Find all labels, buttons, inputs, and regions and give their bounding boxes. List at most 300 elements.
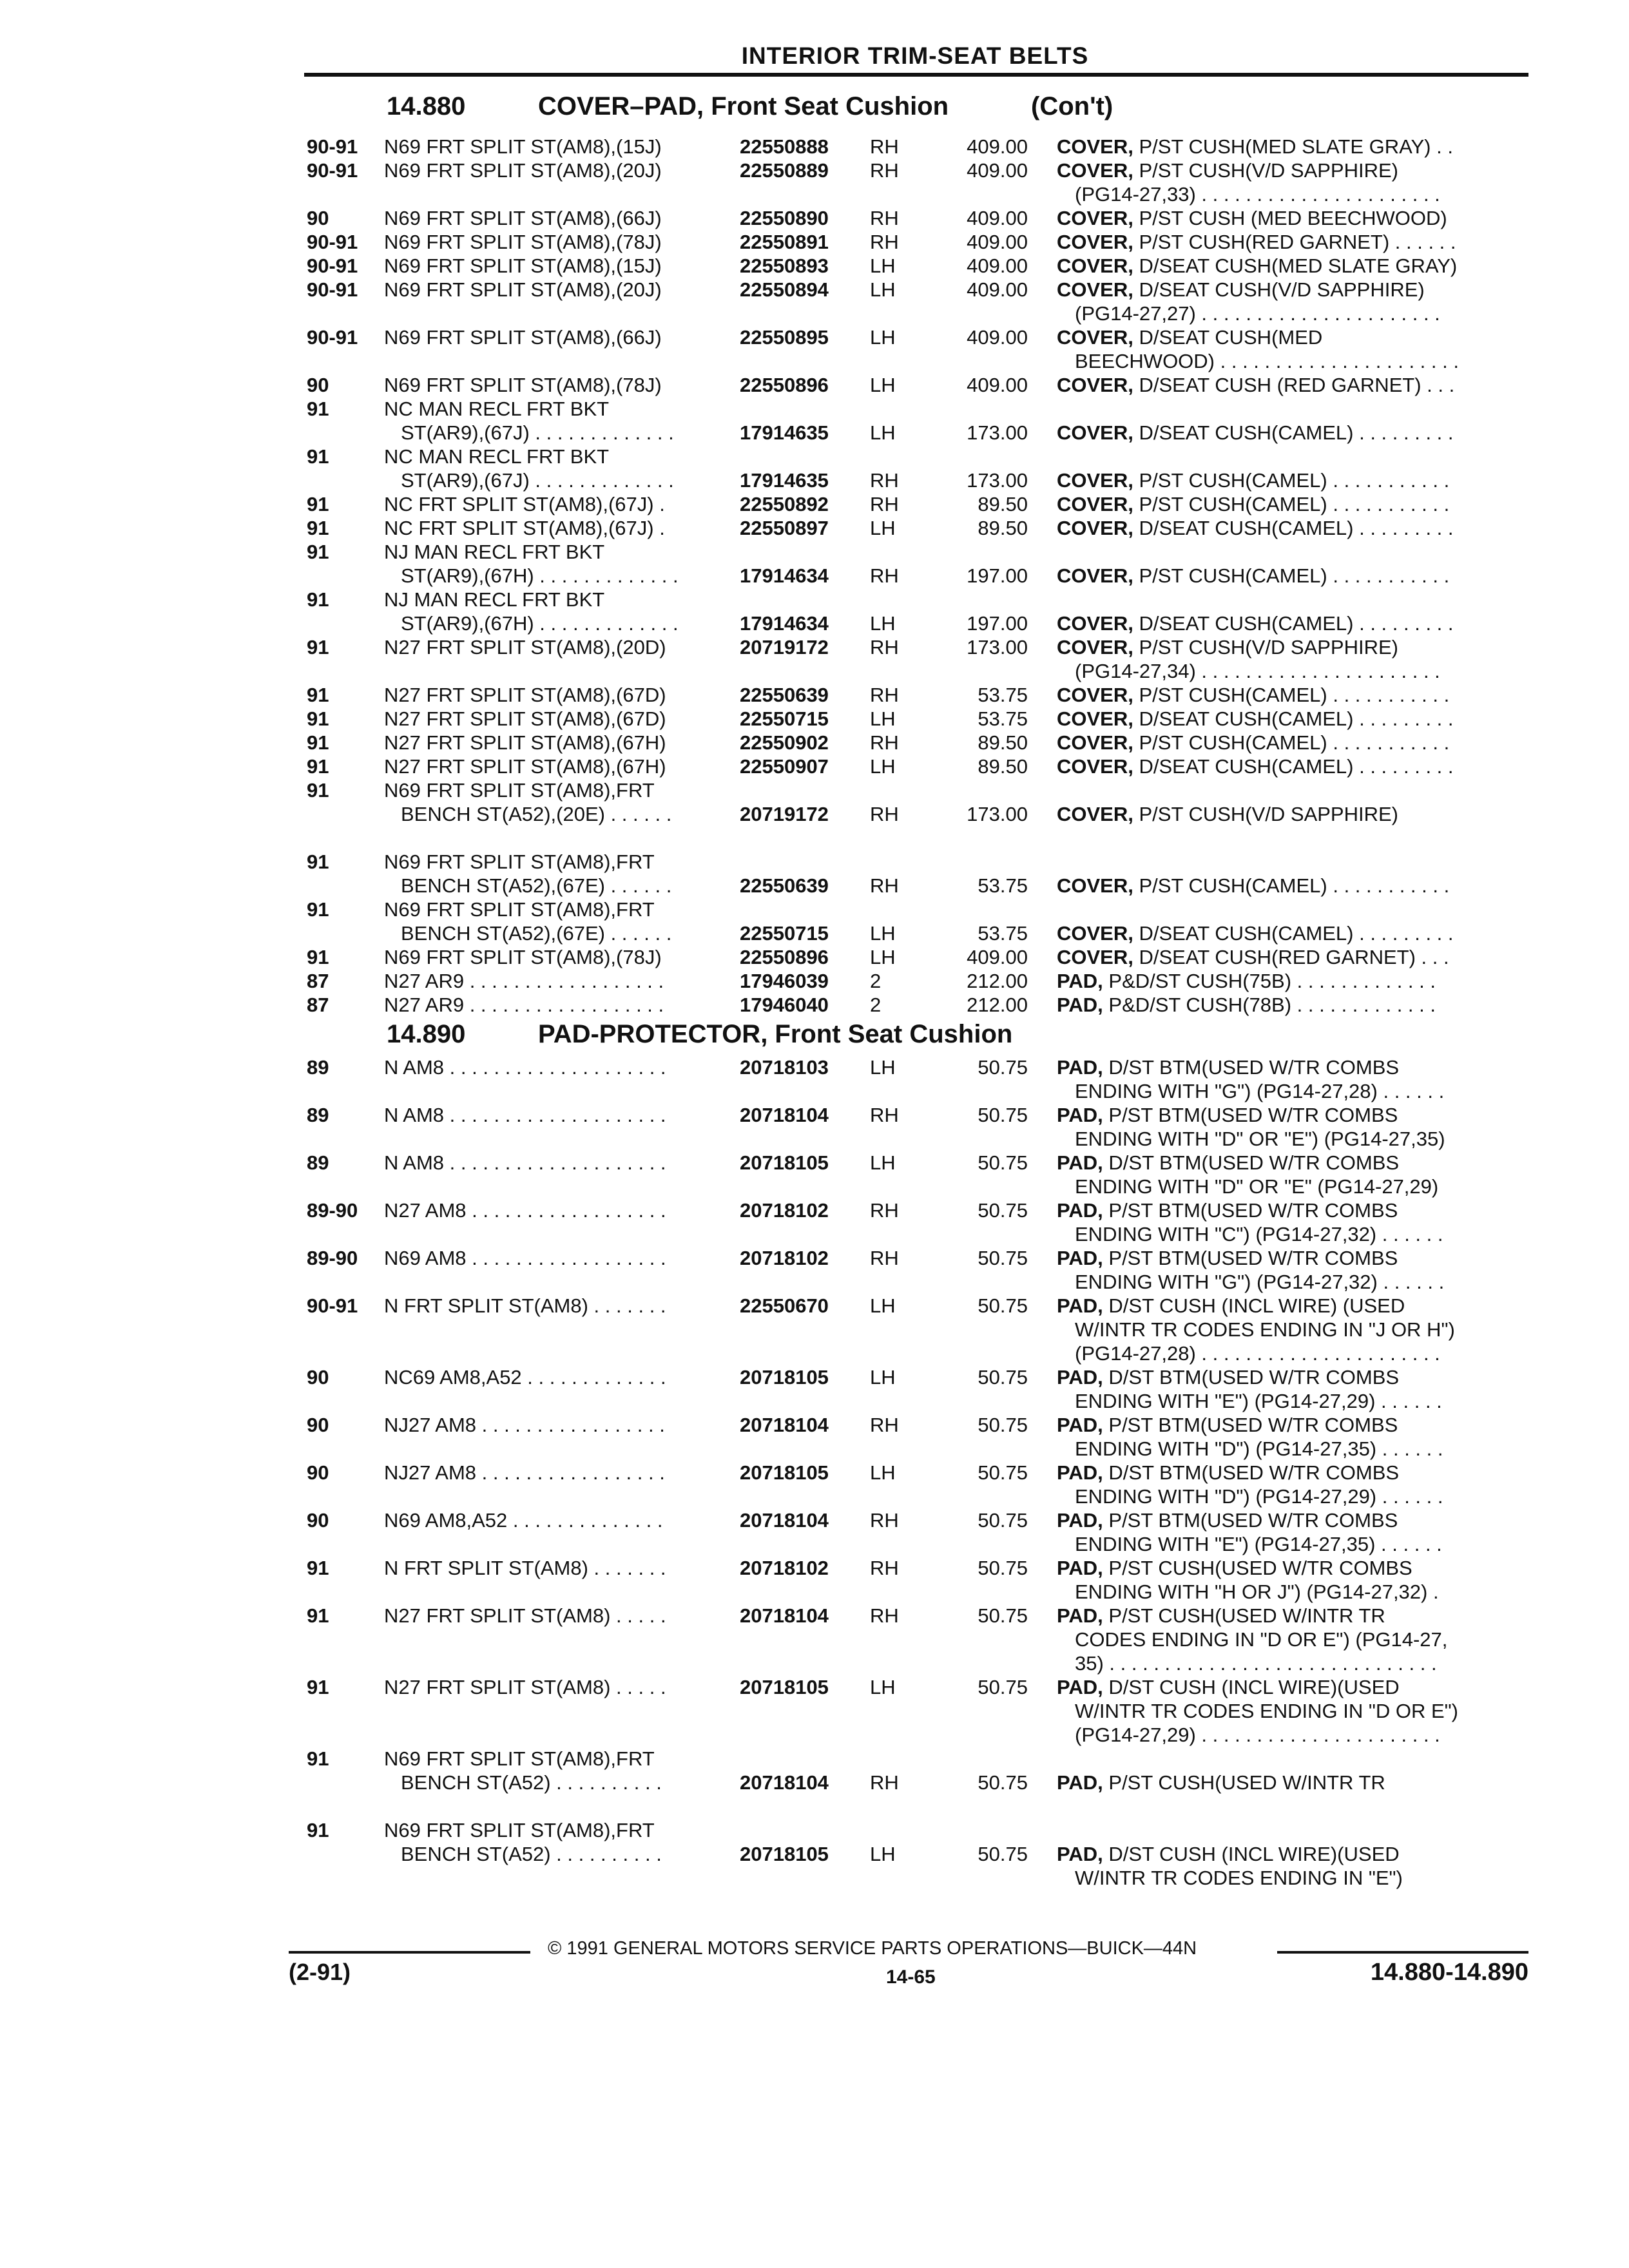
entry-line xyxy=(0,1175,1629,1198)
side-or-quantity: LH xyxy=(870,1366,896,1389)
part-note xyxy=(1075,1580,1524,1604)
part-note xyxy=(1057,468,1524,492)
note-text: D/SEAT CUSH(CAMEL) . . . . . . . . . xyxy=(1139,922,1454,945)
note-text: ENDING WITH "D" OR "E" (PG14-27,29) xyxy=(1075,1175,1439,1198)
note-type: COVER, xyxy=(1057,755,1133,778)
note-type: PAD, xyxy=(1057,1509,1103,1532)
usage-description: N27 AR9 . . . . . . . . . . . . . . . . . . xyxy=(384,994,664,1016)
entry-line xyxy=(0,254,1629,278)
part-note xyxy=(1057,1413,1524,1437)
usage-description: N AM8 . . . . . . . . . . . . . . . . . . . . xyxy=(384,1056,666,1079)
note-text: P/ST BTM(USED W/TR COMBS xyxy=(1108,1199,1398,1222)
parts-entry xyxy=(0,230,1629,254)
note-type: PAD, xyxy=(1057,1771,1103,1794)
part-note xyxy=(1075,1079,1524,1103)
part-note xyxy=(1057,1842,1524,1866)
model-year: 91 xyxy=(307,493,329,515)
price: 50.75 xyxy=(978,1604,1028,1627)
side-or-quantity: LH xyxy=(870,1056,896,1079)
parts-entry xyxy=(0,945,1629,969)
part-number: 22550639 xyxy=(740,874,829,897)
parts-entry xyxy=(0,1556,1629,1604)
section-number: 14.880 xyxy=(387,92,466,120)
entry-line xyxy=(0,349,1629,373)
note-type: PAD, xyxy=(1057,1104,1103,1126)
part-number: 22550890 xyxy=(740,207,829,229)
note-text: P/ST CUSH(USED W/INTR TR xyxy=(1108,1771,1385,1794)
side-or-quantity: RH xyxy=(870,1604,899,1627)
entry-line xyxy=(0,1747,1629,1771)
note-type: PAD, xyxy=(1057,1294,1103,1317)
side-or-quantity: LH xyxy=(870,517,896,539)
header-rule xyxy=(304,73,1528,77)
entry-line xyxy=(0,445,1629,468)
part-note xyxy=(1057,159,1524,182)
parts-entry xyxy=(0,516,1629,540)
parts-entry xyxy=(0,707,1629,731)
note-type: COVER, xyxy=(1057,255,1133,277)
part-number: 17914635 xyxy=(740,421,829,444)
entry-line xyxy=(0,325,1629,349)
parts-entry xyxy=(0,1198,1629,1246)
section-continued: (Con't) xyxy=(1031,92,1113,120)
note-text: D/SEAT CUSH(V/D SAPPHIRE) xyxy=(1139,278,1425,301)
entry-line xyxy=(0,1079,1629,1103)
price: 197.00 xyxy=(967,612,1028,635)
side-or-quantity: LH xyxy=(870,326,896,349)
note-text: P/ST CUSH(CAMEL) . . . . . . . . . . . xyxy=(1139,684,1450,706)
price: 212.00 xyxy=(967,994,1028,1016)
entry-line xyxy=(0,159,1629,182)
entry-line xyxy=(0,373,1629,397)
parts-entry xyxy=(0,1461,1629,1508)
price: 50.75 xyxy=(978,1366,1028,1389)
part-note xyxy=(1057,1151,1524,1175)
part-note xyxy=(1075,349,1524,373)
parts-entry xyxy=(0,731,1629,754)
note-text: W/INTR TR CODES ENDING IN "E") xyxy=(1075,1867,1403,1889)
price: 409.00 xyxy=(967,326,1028,349)
model-year: 91 xyxy=(307,1557,329,1579)
price: 53.75 xyxy=(978,684,1028,706)
entry-line xyxy=(0,1413,1629,1437)
entry-line xyxy=(0,1437,1629,1461)
usage-description: N69 FRT SPLIT ST(AM8),(15J) xyxy=(384,255,662,277)
price: 89.50 xyxy=(978,755,1028,778)
part-note xyxy=(1075,1437,1524,1461)
entry-line xyxy=(0,1389,1629,1413)
note-type: COVER, xyxy=(1057,684,1133,706)
note-type: PAD, xyxy=(1057,1056,1103,1079)
footer-rule-right xyxy=(1277,1951,1528,1954)
entry-line xyxy=(0,1151,1629,1175)
model-year: 89-90 xyxy=(307,1199,358,1222)
entry-line xyxy=(0,1580,1629,1604)
part-note xyxy=(1075,1532,1524,1556)
side-or-quantity: RH xyxy=(870,874,899,897)
entry-line xyxy=(0,516,1629,540)
note-type: PAD, xyxy=(1057,1461,1103,1484)
part-number: 22550715 xyxy=(740,707,829,730)
part-number: 20718102 xyxy=(740,1247,829,1269)
entry-line xyxy=(0,1341,1629,1365)
side-or-quantity: RH xyxy=(870,231,899,253)
price: 173.00 xyxy=(967,421,1028,444)
model-year: 90 xyxy=(307,1366,329,1389)
part-note xyxy=(1075,1341,1524,1365)
entry-line xyxy=(0,468,1629,492)
note-type: COVER, xyxy=(1057,374,1133,396)
model-year: 90 xyxy=(307,1509,329,1532)
model-year: 91 xyxy=(307,684,329,706)
usage-description: BENCH ST(A52) . . . . . . . . . . xyxy=(401,1843,662,1865)
footer-date: (2-91) xyxy=(289,1959,351,1985)
note-text: P/ST CUSH(CAMEL) . . . . . . . . . . . xyxy=(1139,874,1450,897)
parts-entry xyxy=(0,445,1629,492)
note-text: ENDING WITH "G") (PG14-27,32) . . . . . . xyxy=(1075,1271,1445,1293)
note-text: P/ST BTM(USED W/TR COMBS xyxy=(1108,1509,1398,1532)
model-year: 90 xyxy=(307,1461,329,1484)
entry-line xyxy=(0,1842,1629,1866)
entry-line xyxy=(0,1556,1629,1580)
entry-line xyxy=(0,945,1629,969)
usage-description: N FRT SPLIT ST(AM8) . . . . . . . xyxy=(384,1294,666,1317)
note-text: P&D/ST CUSH(75B) . . . . . . . . . . . . . xyxy=(1108,970,1436,992)
side-or-quantity: LH xyxy=(870,1151,896,1174)
note-type: COVER, xyxy=(1057,207,1133,229)
entry-line xyxy=(0,611,1629,635)
footer-section-range: 14.880-14.890 xyxy=(1370,1959,1528,1986)
section-title: COVER–PAD, Front Seat Cushion xyxy=(538,92,949,120)
side-or-quantity: RH xyxy=(870,1414,899,1436)
note-text: D/SEAT CUSH(MED xyxy=(1139,326,1323,349)
usage-description: NJ MAN RECL FRT BKT xyxy=(384,541,605,563)
price: 89.50 xyxy=(978,517,1028,539)
price: 89.50 xyxy=(978,731,1028,754)
parts-entry xyxy=(0,325,1629,373)
part-note xyxy=(1075,659,1524,683)
note-type: PAD, xyxy=(1057,970,1103,992)
part-note xyxy=(1057,325,1524,349)
model-year: 91 xyxy=(307,707,329,730)
price: 409.00 xyxy=(967,207,1028,229)
note-type: PAD, xyxy=(1057,1414,1103,1436)
entry-line xyxy=(0,1818,1629,1842)
part-number: 22550894 xyxy=(740,278,829,301)
side-or-quantity: RH xyxy=(870,469,899,492)
model-year: 91 xyxy=(307,1604,329,1627)
part-note xyxy=(1057,135,1524,159)
usage-description: N AM8 . . . . . . . . . . . . . . . . . . . . xyxy=(384,1151,666,1174)
model-year: 91 xyxy=(307,898,329,921)
entry-line xyxy=(0,1866,1629,1890)
price: 50.75 xyxy=(978,1557,1028,1579)
note-type: COVER, xyxy=(1057,135,1133,158)
part-note xyxy=(1075,302,1524,325)
note-type: COVER, xyxy=(1057,612,1133,635)
part-number: 22550892 xyxy=(740,493,829,515)
part-note xyxy=(1075,1270,1524,1294)
model-year: 87 xyxy=(307,994,329,1016)
side-or-quantity: 2 xyxy=(870,994,882,1016)
part-note xyxy=(1057,1055,1524,1079)
note-text: P/ST CUSH(USED W/INTR TR xyxy=(1108,1604,1385,1627)
part-number: 20718105 xyxy=(740,1843,829,1865)
note-type: COVER, xyxy=(1057,731,1133,754)
note-type: COVER, xyxy=(1057,707,1133,730)
side-or-quantity: RH xyxy=(870,1557,899,1579)
note-text: ENDING WITH "D") (PG14-27,29) . . . . . . xyxy=(1075,1485,1443,1508)
side-or-quantity: RH xyxy=(870,207,899,229)
part-note xyxy=(1057,230,1524,254)
part-number: 20718103 xyxy=(740,1056,829,1079)
part-number: 22550639 xyxy=(740,684,829,706)
side-or-quantity: LH xyxy=(870,612,896,635)
model-year: 91 xyxy=(307,1676,329,1698)
usage-description: BENCH ST(A52) . . . . . . . . . . xyxy=(401,1771,662,1794)
model-year: 90 xyxy=(307,207,329,229)
note-text: D/SEAT CUSH(CAMEL) . . . . . . . . . xyxy=(1139,707,1454,730)
parts-entry xyxy=(0,254,1629,278)
note-text: D/ST BTM(USED W/TR COMBS xyxy=(1108,1151,1400,1174)
section-number: 14.890 xyxy=(387,1020,466,1048)
usage-description: N27 FRT SPLIT ST(AM8),(67H) xyxy=(384,731,666,754)
usage-description: N69 FRT SPLIT ST(AM8),(66J) xyxy=(384,207,662,229)
entry-line xyxy=(0,1270,1629,1294)
price: 173.00 xyxy=(967,469,1028,492)
entry-line xyxy=(0,778,1629,802)
part-number: 22550888 xyxy=(740,135,829,158)
side-or-quantity: RH xyxy=(870,684,899,706)
note-text: 35) . . . . . . . . . . . . . . . . . . . . . . . . . . . . . . xyxy=(1075,1652,1437,1675)
side-or-quantity: LH xyxy=(870,255,896,277)
entry-line xyxy=(0,1485,1629,1508)
entry-line xyxy=(0,1461,1629,1485)
entry-line xyxy=(0,564,1629,588)
entry-line xyxy=(0,1198,1629,1222)
note-text: ENDING WITH "H OR J") (PG14-27,32) . xyxy=(1075,1581,1439,1603)
parts-entry xyxy=(0,397,1629,445)
entry-line xyxy=(0,540,1629,564)
usage-description: N FRT SPLIT ST(AM8) . . . . . . . xyxy=(384,1557,666,1579)
note-text: P/ST CUSH(USED W/TR COMBS xyxy=(1108,1557,1412,1579)
part-note xyxy=(1057,421,1524,445)
note-text: W/INTR TR CODES ENDING IN "D OR E") xyxy=(1075,1700,1458,1722)
part-number: 22550670 xyxy=(740,1294,829,1317)
price: 409.00 xyxy=(967,255,1028,277)
part-number: 20718104 xyxy=(740,1771,829,1794)
part-number: 20718104 xyxy=(740,1509,829,1532)
part-note xyxy=(1075,1628,1524,1651)
side-or-quantity: LH xyxy=(870,1294,896,1317)
usage-description: N69 FRT SPLIT ST(AM8),(78J) xyxy=(384,374,662,396)
note-text: ENDING WITH "E") (PG14-27,35) . . . . . . xyxy=(1075,1533,1442,1555)
model-year: 90 xyxy=(307,1414,329,1436)
model-year: 91 xyxy=(307,779,329,802)
usage-description: N27 FRT SPLIT ST(AM8) . . . . . xyxy=(384,1604,666,1627)
parts-entry xyxy=(0,993,1629,1017)
side-or-quantity: LH xyxy=(870,755,896,778)
usage-description: ST(AR9),(67H) . . . . . . . . . . . . . xyxy=(401,612,679,635)
part-number: 22550897 xyxy=(740,517,829,539)
model-year: 91 xyxy=(307,541,329,563)
side-or-quantity: RH xyxy=(870,1509,899,1532)
model-year: 90-91 xyxy=(307,255,358,277)
side-or-quantity: LH xyxy=(870,1843,896,1865)
parts-entry xyxy=(0,1747,1629,1794)
part-number: 22550896 xyxy=(740,946,829,968)
note-type: PAD, xyxy=(1057,1151,1103,1174)
entry-line xyxy=(0,1771,1629,1794)
part-note xyxy=(1075,182,1524,206)
note-type: PAD, xyxy=(1057,1557,1103,1579)
parts-entry xyxy=(0,1604,1629,1675)
part-note xyxy=(1075,1318,1524,1341)
parts-entry xyxy=(0,683,1629,707)
entry-line xyxy=(0,1508,1629,1532)
usage-description: N27 FRT SPLIT ST(AM8),(67H) xyxy=(384,755,666,778)
usage-description: N27 FRT SPLIT ST(AM8) . . . . . xyxy=(384,1676,666,1698)
note-type: PAD, xyxy=(1057,994,1103,1016)
side-or-quantity: RH xyxy=(870,1104,899,1126)
usage-description: N69 FRT SPLIT ST(AM8),(78J) xyxy=(384,231,662,253)
part-note xyxy=(1057,1294,1524,1318)
price: 50.75 xyxy=(978,1509,1028,1532)
part-number: 20718102 xyxy=(740,1557,829,1579)
note-type: PAD, xyxy=(1057,1366,1103,1389)
note-type: COVER, xyxy=(1057,922,1133,945)
price: 50.75 xyxy=(978,1104,1028,1126)
note-type: COVER, xyxy=(1057,564,1133,587)
part-number: 20718105 xyxy=(740,1366,829,1389)
side-or-quantity: LH xyxy=(870,421,896,444)
model-year: 91 xyxy=(307,1747,329,1770)
model-year: 91 xyxy=(307,445,329,468)
price: 50.75 xyxy=(978,1151,1028,1174)
part-note xyxy=(1057,1103,1524,1127)
parts-entry xyxy=(0,969,1629,993)
usage-description: N69 FRT SPLIT ST(AM8),(20J) xyxy=(384,278,662,301)
model-year: 91 xyxy=(307,946,329,968)
price: 409.00 xyxy=(967,159,1028,182)
usage-description: NC MAN RECL FRT BKT xyxy=(384,445,610,468)
note-type: COVER, xyxy=(1057,159,1133,182)
note-text: P/ST BTM(USED W/TR COMBS xyxy=(1108,1414,1398,1436)
note-type: COVER, xyxy=(1057,803,1133,825)
side-or-quantity: RH xyxy=(870,1199,899,1222)
price: 50.75 xyxy=(978,1461,1028,1484)
usage-description: NC69 AM8,A52 . . . . . . . . . . . . . xyxy=(384,1366,666,1389)
part-note xyxy=(1057,802,1524,826)
price: 409.00 xyxy=(967,374,1028,396)
part-number: 20718105 xyxy=(740,1151,829,1174)
note-text: P/ST CUSH(CAMEL) . . . . . . . . . . . xyxy=(1139,731,1450,754)
note-text: (PG14-27,28) . . . . . . . . . . . . . . . . . . . . . . xyxy=(1075,1342,1440,1365)
entry-line xyxy=(0,754,1629,778)
footer-page-number: 14-65 xyxy=(886,1966,936,1988)
part-number: 22550907 xyxy=(740,755,829,778)
side-or-quantity: RH xyxy=(870,493,899,515)
model-year: 90-91 xyxy=(307,135,358,158)
part-number: 17914634 xyxy=(740,612,829,635)
part-note xyxy=(1057,993,1524,1017)
entry-line xyxy=(0,898,1629,921)
note-text: W/INTR TR CODES ENDING IN "J OR H") xyxy=(1075,1318,1455,1341)
note-text: D/ST BTM(USED W/TR COMBS xyxy=(1108,1461,1400,1484)
part-number: 20718105 xyxy=(740,1461,829,1484)
usage-description: N69 FRT SPLIT ST(AM8),(78J) xyxy=(384,946,662,968)
usage-description: ST(AR9),(67J) . . . . . . . . . . . . . xyxy=(401,421,674,444)
note-text: D/ST CUSH (INCL WIRE)(USED xyxy=(1108,1676,1400,1698)
side-or-quantity: RH xyxy=(870,564,899,587)
note-text: D/SEAT CUSH (RED GARNET) . . . xyxy=(1139,374,1455,396)
price: 409.00 xyxy=(967,946,1028,968)
price: 50.75 xyxy=(978,1056,1028,1079)
part-note xyxy=(1057,1604,1524,1628)
entry-line xyxy=(0,278,1629,302)
note-text: P/ST CUSH(V/D SAPPHIRE) xyxy=(1139,636,1398,658)
part-note xyxy=(1057,1198,1524,1222)
note-text: D/SEAT CUSH(MED SLATE GRAY) xyxy=(1139,255,1458,277)
price: 50.75 xyxy=(978,1771,1028,1794)
part-note xyxy=(1057,874,1524,898)
parts-entry xyxy=(0,1818,1629,1890)
model-year: 90-91 xyxy=(307,326,358,349)
parts-entry xyxy=(0,540,1629,588)
entry-line xyxy=(0,969,1629,993)
part-number: 20718104 xyxy=(740,1104,829,1126)
side-or-quantity: RH xyxy=(870,636,899,658)
model-year: 87 xyxy=(307,970,329,992)
note-type: COVER, xyxy=(1057,874,1133,897)
part-note xyxy=(1075,1866,1524,1890)
parts-entry xyxy=(0,1413,1629,1461)
part-note xyxy=(1075,1699,1524,1723)
model-year: 91 xyxy=(307,755,329,778)
side-or-quantity: LH xyxy=(870,1461,896,1484)
entry-line xyxy=(0,731,1629,754)
side-or-quantity: RH xyxy=(870,159,899,182)
price: 50.75 xyxy=(978,1414,1028,1436)
parts-entry xyxy=(0,1151,1629,1198)
entry-line xyxy=(0,683,1629,707)
part-note xyxy=(1057,611,1524,635)
usage-description: N69 AM8 . . . . . . . . . . . . . . . . . . xyxy=(384,1247,666,1269)
part-note xyxy=(1057,754,1524,778)
entry-line xyxy=(0,1127,1629,1151)
parts-entry xyxy=(0,1508,1629,1556)
price: 212.00 xyxy=(967,970,1028,992)
part-number: 17914635 xyxy=(740,469,829,492)
entry-line xyxy=(0,802,1629,826)
note-text: P/ST CUSH(V/D SAPPHIRE) xyxy=(1139,159,1398,182)
note-text: CODES ENDING IN "D OR E") (PG14-27, xyxy=(1075,1628,1448,1651)
part-number: 22550889 xyxy=(740,159,829,182)
part-number: 22550902 xyxy=(740,731,829,754)
part-note xyxy=(1057,945,1524,969)
parts-entry xyxy=(0,1294,1629,1365)
parts-entry xyxy=(0,492,1629,516)
part-note xyxy=(1057,969,1524,993)
price: 409.00 xyxy=(967,135,1028,158)
entry-line xyxy=(0,302,1629,325)
entry-line xyxy=(0,397,1629,421)
part-note xyxy=(1057,254,1524,278)
usage-description: NJ27 AM8 . . . . . . . . . . . . . . . . . xyxy=(384,1461,665,1484)
entry-line xyxy=(0,492,1629,516)
part-number: 22550896 xyxy=(740,374,829,396)
side-or-quantity: LH xyxy=(870,374,896,396)
